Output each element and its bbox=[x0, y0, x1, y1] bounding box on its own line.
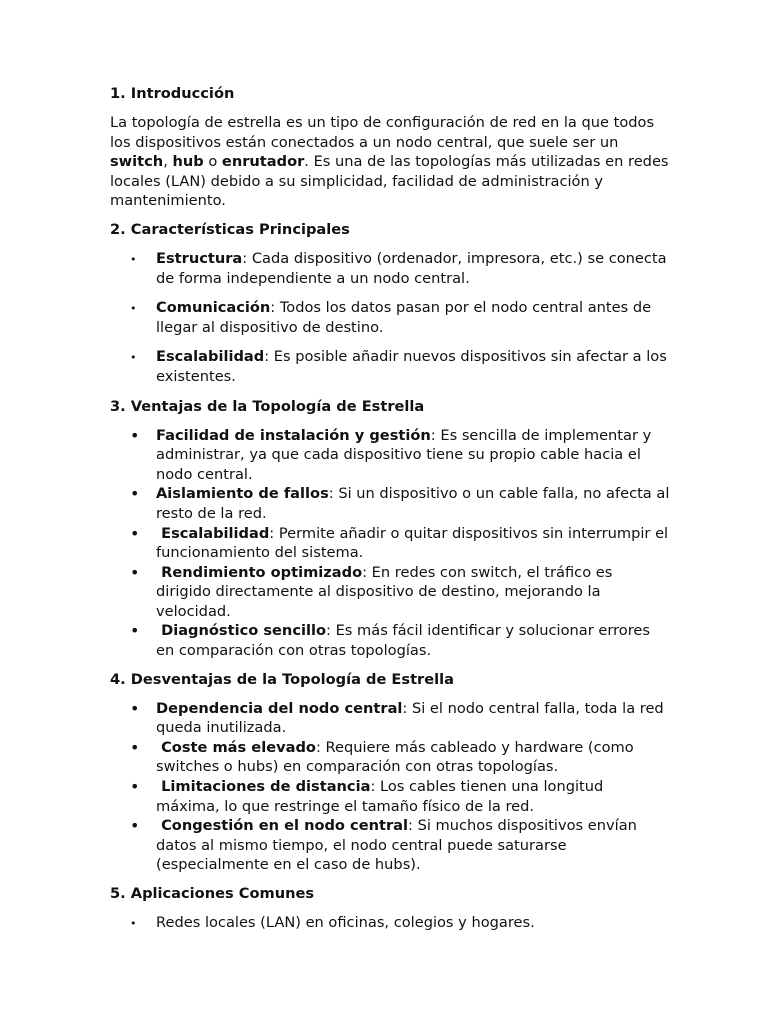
section-heading-introduccion: 1. Introducción bbox=[110, 85, 235, 102]
item-text: : En redes con switch, el tráfico es dirigido directamente al dispositivo de destino, mejorando la velocidad. bbox=[156, 563, 613, 620]
item-text: : Permite añadir o quitar dispositivos sin interrumpir el funcionamiento del sistema. bbox=[156, 524, 669, 562]
bullet-icon: • bbox=[130, 917, 137, 930]
item-term: Diagnóstico sencillo bbox=[156, 622, 327, 640]
intro-term-enrutador: enrutador bbox=[221, 153, 305, 171]
item-text: : Es posible añadir nuevos dispositivos sin afectar a los existentes. bbox=[156, 348, 667, 385]
bullet-icon: • bbox=[130, 484, 140, 504]
item-term: Aislamiento de fallos bbox=[156, 485, 329, 503]
item-term: Comunicación bbox=[156, 299, 271, 317]
list-item bbox=[110, 816, 670, 875]
item-text: : Todos los datos pasan por el nodo central antes de llegar al dispositivo de destino. bbox=[156, 299, 652, 336]
intro-term-switch: switch bbox=[110, 153, 164, 171]
item-term: Facilidad de instalación y gestión bbox=[156, 426, 431, 444]
item-term: Congestión en el nodo central bbox=[156, 817, 409, 835]
bullet-icon: • bbox=[130, 523, 140, 543]
item-text: : Si el nodo central falla, toda la red queda inutilizada. bbox=[156, 699, 664, 737]
list-item bbox=[110, 563, 670, 622]
item-term: Estructura bbox=[156, 249, 243, 267]
list-item bbox=[110, 249, 670, 288]
item-text: Redes locales (LAN) en oficinas, colegios y hogares. bbox=[156, 914, 535, 931]
intro-text-start: La topología de estrella es un tipo de configuración de red en la que todos los dispositivos están conectados a un nodo central, que suele ser un bbox=[110, 114, 655, 151]
list-item bbox=[110, 699, 670, 738]
bullet-icon: • bbox=[130, 816, 140, 836]
item-text: : Es más fácil identificar y solucionar errores en comparación con otras topologías. bbox=[156, 622, 650, 660]
bullet-icon: • bbox=[130, 621, 140, 641]
item-term: Escalabilidad bbox=[156, 348, 265, 366]
list-item bbox=[110, 484, 670, 523]
section-heading-caracteristicas: 2. Características Principales bbox=[110, 220, 350, 238]
bullet-icon: • bbox=[130, 252, 137, 266]
bullet-icon: • bbox=[130, 562, 140, 582]
item-term: Coste más elevado bbox=[156, 738, 316, 756]
item-term: Escalabilidad bbox=[156, 524, 270, 542]
item-text: : Requiere más cableado y hardware (como switches o hubs) en comparación con otras topologías. bbox=[156, 738, 634, 776]
section-heading-aplicaciones: 5. Aplicaciones Comunes bbox=[110, 885, 315, 902]
section-heading-ventajas: 3. Ventajas de la Topología de Estrella bbox=[110, 397, 425, 415]
bullet-icon: • bbox=[130, 302, 137, 316]
bullet-icon: • bbox=[130, 777, 140, 797]
section-heading-desventajas: 4. Desventajas de la Topología de Estrella bbox=[110, 670, 454, 688]
bullet-icon: • bbox=[130, 698, 140, 718]
list-item bbox=[110, 738, 670, 777]
item-text: : Cada dispositivo (ordenador, impresora, etc.) se conecta de forma independiente a un nodo central. bbox=[156, 249, 667, 287]
bullet-icon: • bbox=[130, 425, 140, 445]
list-item bbox=[110, 913, 670, 933]
intro-separator: , bbox=[163, 153, 173, 171]
list-item bbox=[110, 524, 670, 563]
bullet-icon: • bbox=[130, 737, 140, 757]
intro-separator: o bbox=[203, 153, 222, 171]
item-text: : Si muchos dispositivos envían datos al mismo tiempo, el nodo central puede saturarse (especialmente en el caso de hubs). bbox=[156, 817, 637, 874]
aplicaciones-list bbox=[110, 913, 670, 933]
list-item bbox=[110, 347, 670, 386]
list-item bbox=[110, 426, 670, 485]
intro-paragraph bbox=[110, 113, 670, 211]
desventajas-list bbox=[110, 699, 670, 875]
list-item bbox=[110, 621, 670, 660]
item-text: : Si un dispositivo o un cable falla, no afecta al resto de la red. bbox=[156, 485, 670, 522]
intro-term-hub: hub bbox=[172, 153, 204, 171]
list-item bbox=[110, 298, 670, 337]
list-item bbox=[110, 777, 670, 816]
intro-text-end: . Es una de las topologías más utilizadas en redes locales (LAN) debido a su simplicidad, facilidad de administración y mantenimiento. bbox=[110, 153, 669, 210]
item-text: : Los cables tienen una longitud máxima, lo que restringe el tamaño físico de la red. bbox=[156, 778, 604, 815]
item-term: Dependencia del nodo central bbox=[156, 699, 403, 717]
caracteristicas-list bbox=[110, 249, 670, 387]
item-text: : Es sencilla de implementar y administrar, ya que cada dispositivo tiene su propio cable hacia el nodo central. bbox=[156, 426, 652, 483]
bullet-icon: • bbox=[130, 351, 137, 365]
item-term: Rendimiento optimizado bbox=[156, 563, 363, 581]
document-page bbox=[110, 84, 670, 943]
ventajas-list bbox=[110, 426, 670, 661]
item-term: Limitaciones de distancia bbox=[156, 778, 371, 796]
